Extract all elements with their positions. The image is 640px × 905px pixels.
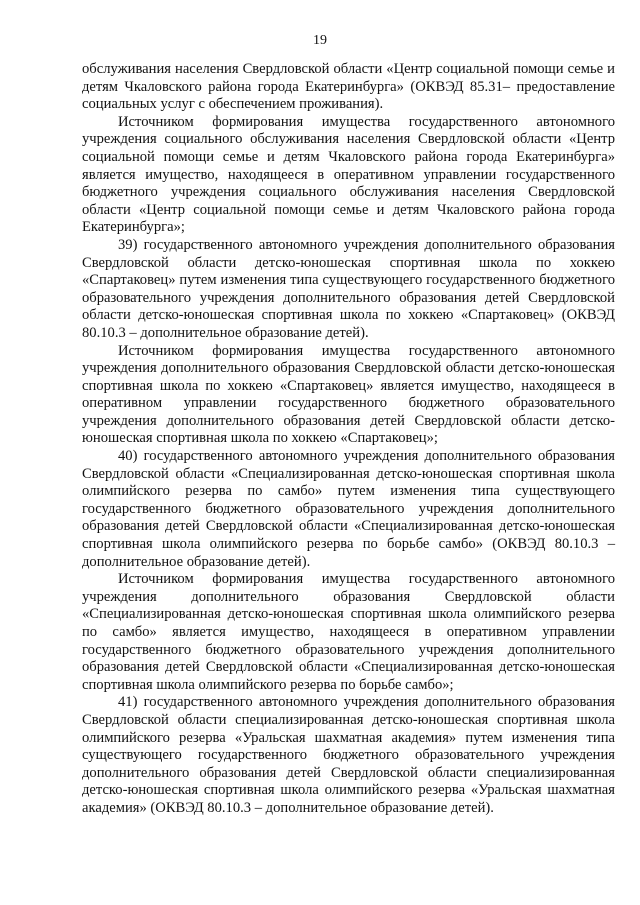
paragraph-item-40: 40) государственного автономного учреждения дополнительного образования Свердловской области «Специализированная детско-юношеская спортивная школа олимпийского резерва по самбо» путем изменения типа существующего государственного бюджетного образовательного учреждения дополнительного образования детей Свердловской области «Специализированная детско-юношеская спортивная школа олимпийского резерва по борьбе самбо» (ОКВЭД 80.10.3 – дополнительное образование детей).: [82, 448, 615, 570]
page-number: 19: [313, 33, 327, 48]
paragraph: обслуживания населения Свердловской области «Центр социальной помощи семье и детям Чкаловского района города Екатеринбурга» (ОКВЭД 85.31– предоставление социальных услуг с обеспечением проживания).: [82, 61, 615, 113]
paragraph: Источником формирования имущества государственного автономного учреждения дополнительного образования Свердловской области детско-юношеская спортивная школа по хоккею «Спартаковец» является имущество, находящееся в оперативном управлении государственного бюджетного образовательного учреждения дополнительного образования детей Свердловской области детско-юношеская спортивная школа по хоккею «Спартаковец»;: [82, 342, 615, 447]
paragraph-item-39: 39) государственного автономного учреждения дополнительного образования Свердловской области детско-юношеская спортивная школа по хоккею «Спартаковец» путем изменения типа существующего государственного бюджетного образовательного учреждения дополнительного образования детей Свердловской области детско-юношеская спортивная школа по хоккею «Спартаковец» (ОКВЭД 80.10.3 – дополнительное образование детей).: [82, 236, 615, 341]
paragraph: Источником формирования имущества государственного автономного учреждения дополнительного образования Свердловской области «Специализированная детско-юношеская спортивная школа олимпийского резерва по самбо» является имущество, находящееся в оперативном управлении государственного бюджетного образовательного учреждения дополнительного образования детей Свердловской области «Специализированная детско-юношеская спортивная школа олимпийского резерва по борьбе самбо»;: [82, 571, 615, 693]
paragraph: Источником формирования имущества государственного автономного учреждения социального обслуживания населения Свердловской области «Центр социальной помощи семье и детям Чкаловского района города Екатеринбурга» является имущество, находящееся в оперативном управлении государственного бюджетного учреждения социального обслуживания населения Свердловской области «Центр социальной помощи семье и детям Чкаловского района города Екатеринбурга»;: [82, 113, 615, 236]
document-body: [82, 61, 615, 818]
paragraph-item-41: 41) государственного автономного учреждения дополнительного образования Свердловской области специализированная детско-юношеская спортивная школа олимпийского резерва «Уральская шахматная академия» путем изменения типа существующего государственного бюджетного образовательного учреждения дополнительного образования детей Свердловской области специализированная детско-юношеская спортивная школа олимпийского резерва «Уральская шахматная академия» (ОКВЭД 80.10.3 – дополнительное образование детей).: [82, 694, 615, 816]
